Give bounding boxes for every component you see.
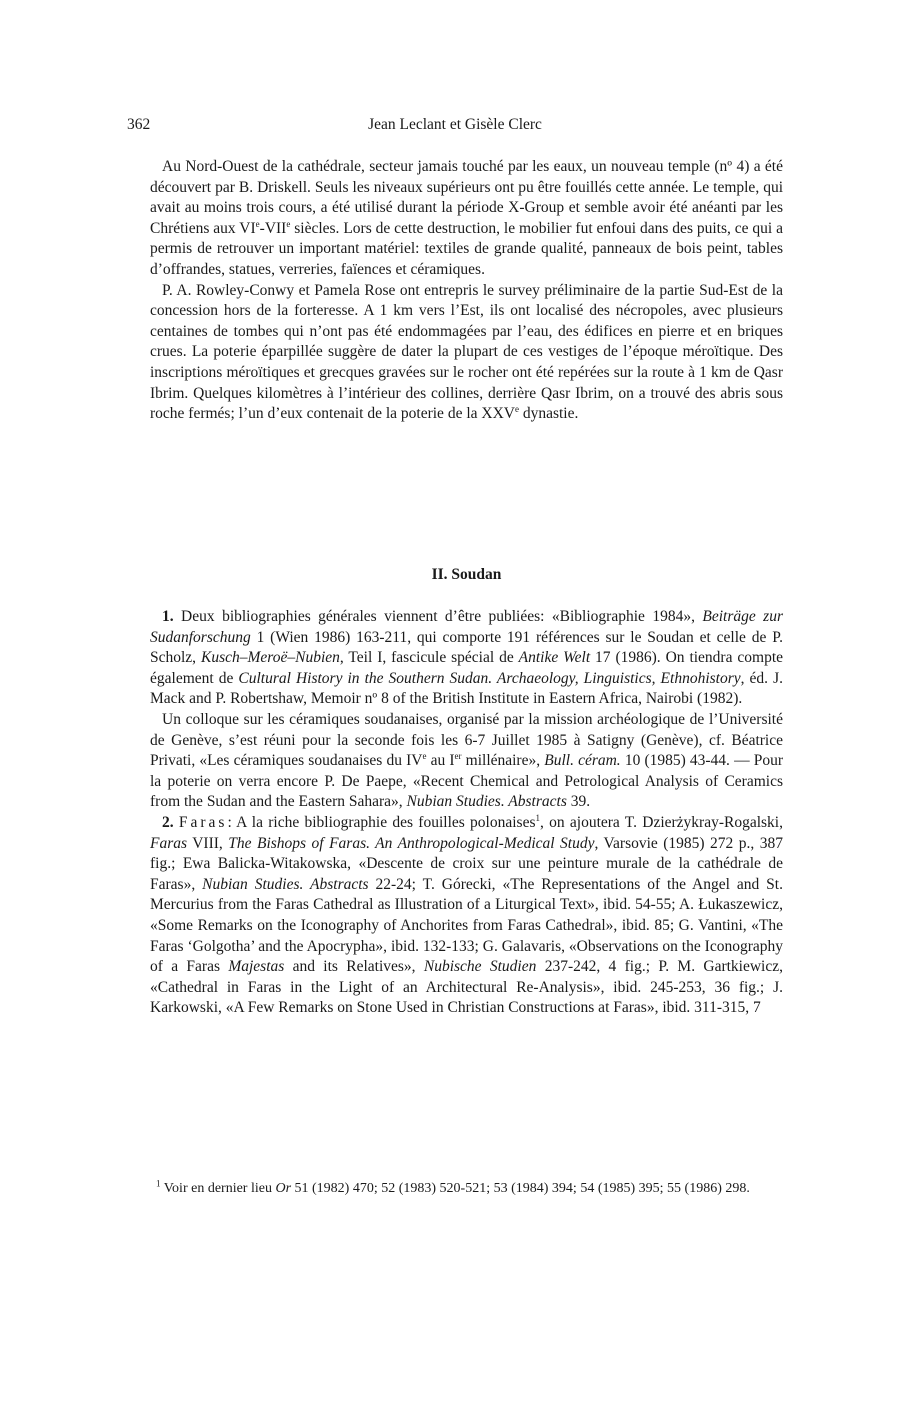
running-title: Jean Leclant et Gisèle Clerc (368, 116, 542, 133)
paragraph-survey: P. A. Rowley-Conwy et Pamela Rose ont entrepris le survey préliminaire de la partie Sud-Est de la concession hors de la forteresse. A 1 km vers l’Est, ils ont localisé des nécropoles, avec plusieurs centaines de tombes qui n’ont pas été endommagées par l’eau, des édifices en pierre et en briques crues. La poterie éparpillée suggère de dater la plupart de ces vestiges de l’époque méroïtique. Des inscriptions méroïtiques et grecques gravées sur le rocher ont été repérées sur la route à 1 km de Qasr Ibrim. Quelques kilomètres à l’intérieur des collines, derrière Qasr Ibrim, on a trouvé des abris sous roche fermés; l’un d’eux contenait de la poterie de la XXVe dynastie. (150, 281, 783, 423)
footnote (150, 1179, 783, 1198)
footnote-1: $^1$ Voir en dernier lieu Or 51 (1982) 470; 52 (1983) 520-521; 53 (1984) 394; 54 (1985) 395; 55 (1986) 298. (156, 1178, 750, 1196)
text-block-upper (150, 157, 783, 425)
page-number: 362 (127, 116, 151, 133)
paragraph-faras: 2. Faras: A la riche bibliographie des fouilles polonaises$^1$, on ajoutera T. Dzierżykray-Rogalski, Faras VIII, The Bishops of Faras. An Anthropological-Medical Study, Varsovie (1985) 272 p., 387 fig.; Ewa Balicka-Witakowska, «Descente de croix sur une peinture murale de la cathédrale de Faras», Nubian Studies. Abstracts 22-24; T. Górecki, «The Representations of the Angel and St. Mercurius from the Faras Cathedral as Illustration of a Liturgical Text», ibid. 54-55; A. Łukaszewicz, «Some Remarks on the Iconography of Anchorites from Faras Cathedral», ibid. 85; G. Vantini, «The Faras ‘Golgotha’ and the Apocrypha», ibid. 132-133; G. Galavaris, «Observations on the Iconography of a Faras Majestas and its Relatives», Nubische Studien 237-242, 4 fig.; P. M. Gartkiewicz, «Cathedral in Faras in the Light of an Architectural Re-Analysis», ibid. 245-253, 36 fig.; J. Karkowski, «A Few Remarks on Stone Used in Christian Constructions at Faras», ibid. 311-315, 7 (150, 812, 783, 1017)
page-header (127, 116, 783, 138)
paragraph-bibliographies: 1. Deux bibliographies générales viennent d’être publiées: «Bibliographie 1984», Beiträge zur Sudanforschung 1 (Wien 1986) 163-211, qui comporte 191 références sur le Soudan et celle de P. Scholz, Kusch–Meroë–Nubien, Teil I, fascicule spécial de Antike Welt 17 (1986). On tiendra compte également de Cultural History in the Southern Sudan. Archaeology, Linguistics, Ethnohistory, éd. J. Mack and P. Robertshaw, Memoir nº 8 of the British Institute in Eastern Africa, Nairobi (1982). (150, 608, 784, 708)
text-block-soudan (150, 607, 783, 1019)
paragraph-temple: Au Nord-Ouest de la cathédrale, secteur jamais touché par les eaux, un nouveau temple (nº 4) a été découvert par B. Driskell. Seuls les niveaux supérieurs ont pu être fouillés cette année. Le temple, qui avait au moins trois cours, a été utilisé durant la période X-Group et semble avoir été anéanti par les Chrétiens aux VIe-VIIe siècles. Lors de cette destruction, le mobilier fut enfoui dans des puits, ce qui a permis de retrouver un important matériel: textiles de grande qualité, panneaux de bois peint, tables d’offrandes, statues, verreries, faïences et céramiques. (150, 158, 784, 278)
paragraph-ceramiques: Un colloque sur les céramiques soudanaises, organisé par la mission archéologique de l’Université de Genève, s’est réuni pour la seconde fois les 6-7 Juillet 1985 à Satigny (Genève), cf. Béatrice Privati, «Les céramiques soudanaises du IVe au Ier millénaire», Bull. céram. 10 (1985) 43-44. — Pour la poterie on verra encore P. De Paepe, «Recent Chemical and Petrological Analysis of Ceramics from the Sudan and the Eastern Sahara», Nubian Studies. Abstracts 39. (150, 710, 783, 811)
section-heading: II. Soudan (431, 566, 502, 583)
